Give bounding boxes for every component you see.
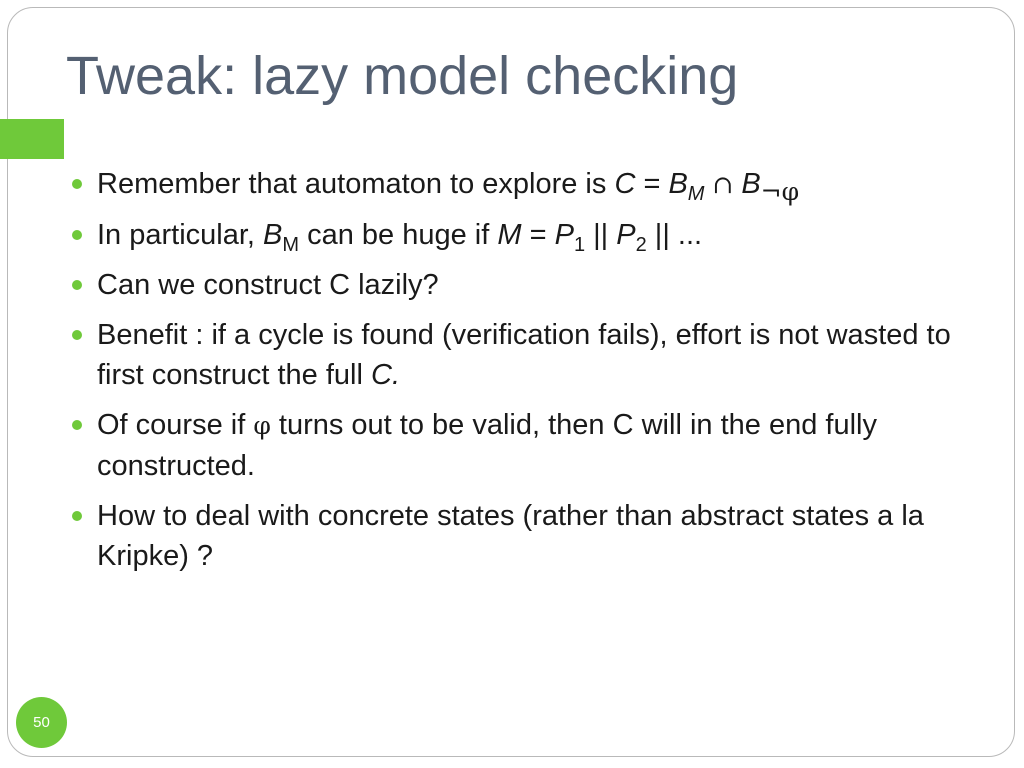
title-accent-bar [0, 119, 64, 159]
bullet-dot-icon [72, 420, 82, 430]
bullet-dot-icon [72, 511, 82, 521]
page-number-badge: 50 [16, 697, 67, 748]
slide-title: Tweak: lazy model checking [66, 46, 739, 106]
bullet-item: Benefit : if a cycle is found (verification fails), effort is not wasted to first construct the full C. [72, 315, 972, 395]
bullet-item: How to deal with concrete states (rather than abstract states a la Kripke) ? [72, 496, 972, 576]
bullet-item: Can we construct C lazily? [72, 265, 972, 305]
bullet-dot-icon [72, 280, 82, 290]
bullet-dot-icon [72, 179, 82, 189]
bullet-dot-icon [72, 330, 82, 340]
bullet-item: Remember that automaton to explore is $C = B_M$ ∩ $B_{\neg\varphi}$ [72, 164, 972, 205]
bullet-list [72, 164, 972, 586]
bullet-item: In particular, $B_M$ can be huge if $M = P_1$ || $P_2$ || ... [72, 215, 972, 255]
bullet-dot-icon [72, 230, 82, 240]
bullet-item: Of course if φ turns out to be valid, then C will in the end fully constructed. [72, 405, 972, 486]
